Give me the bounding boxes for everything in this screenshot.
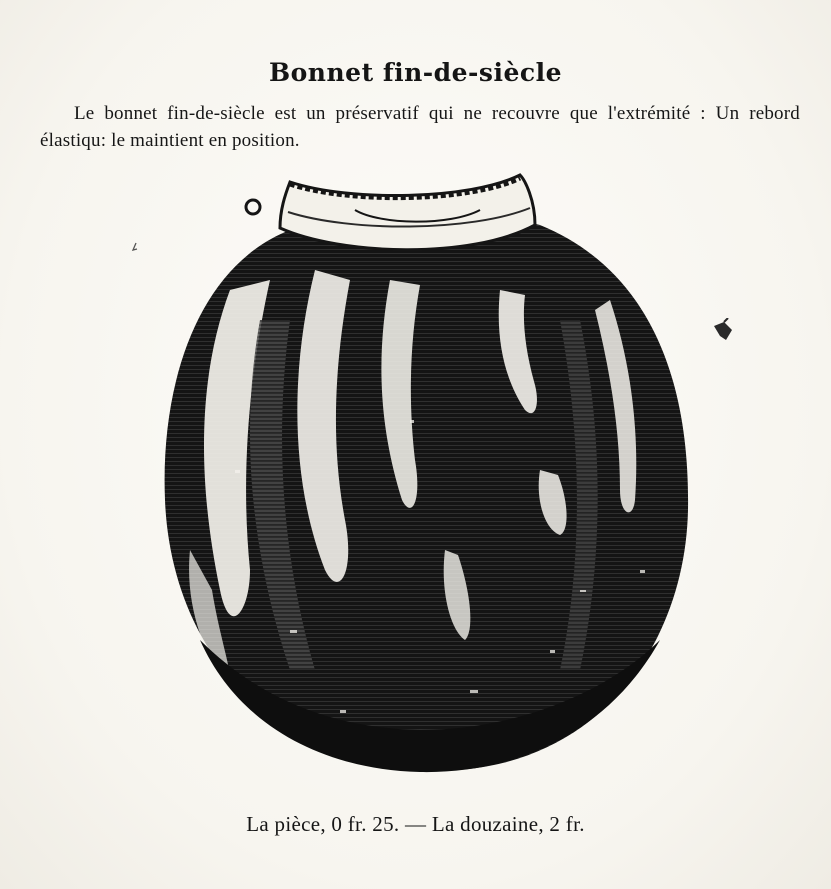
ink-mark xyxy=(130,242,140,254)
page-title: Bonnet fin-de-siècle xyxy=(269,58,562,87)
description-paragraph: Le bonnet fin-de-siècle est un préservatif qui ne recouvre que l'extrémité : Un rebord élastiqu: le maintient en position. xyxy=(40,103,800,151)
price-caption: La pièce, 0 fr. 25. — La douzaine, 2 fr. xyxy=(246,812,585,836)
bonnet-loop xyxy=(246,200,260,214)
ink-speck xyxy=(710,318,738,346)
bonnet-illustration xyxy=(140,170,710,795)
